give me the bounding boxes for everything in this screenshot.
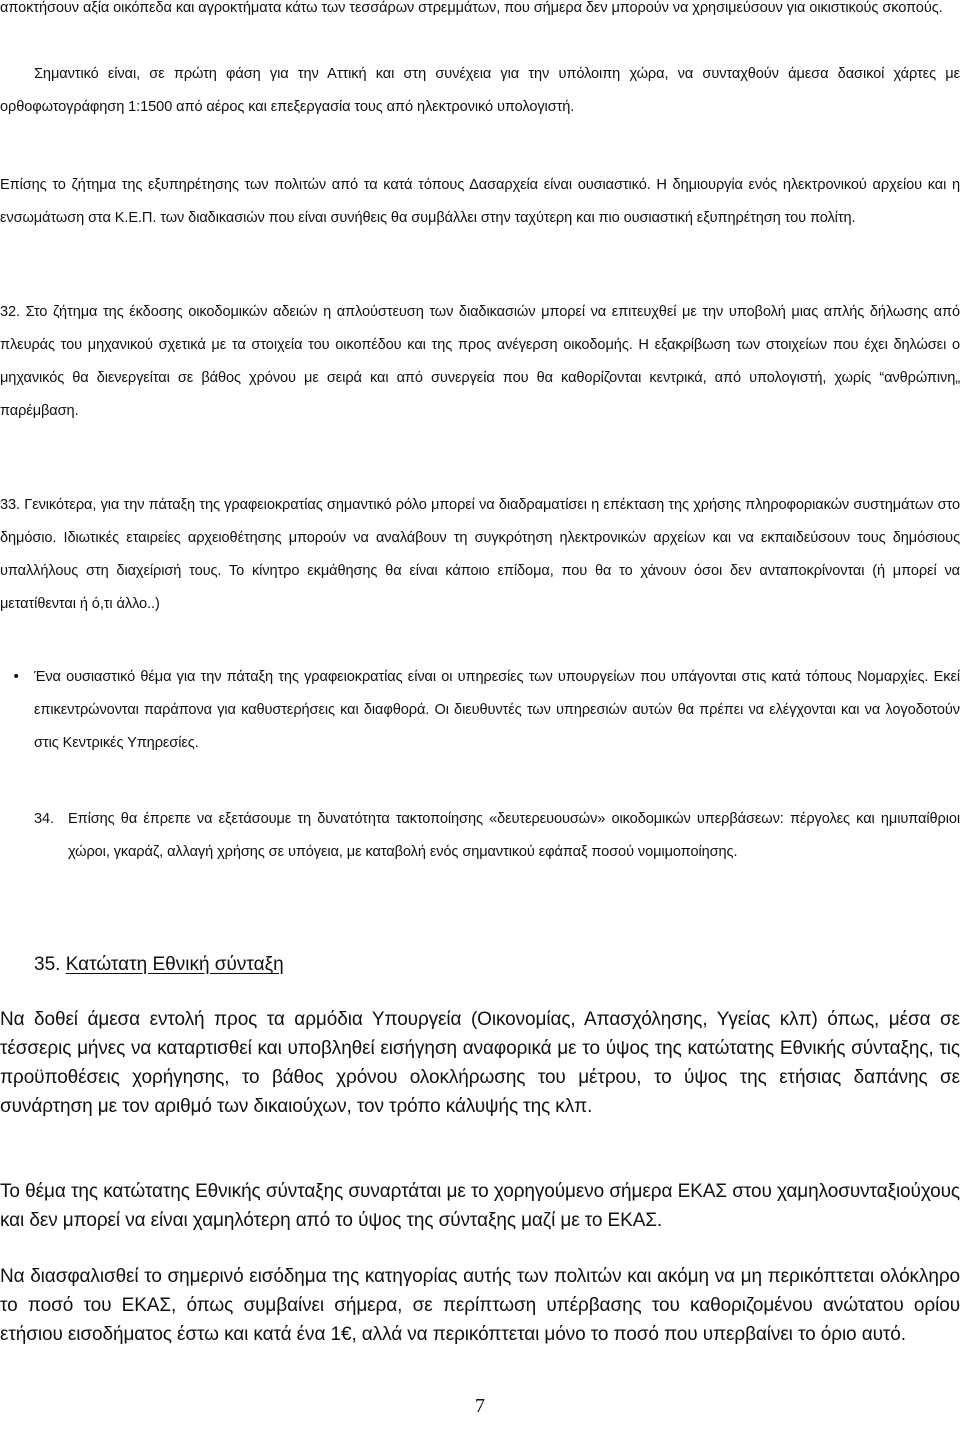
paragraph-forestry-service: Επίσης το ζήτημα της εξυπηρέτησης των πολιτών από τα κατά τόπους Δασαρχεία είναι ουσιαστικό. Η δημιουργία ενός ηλεκτρονικού αρχείου και η ενσωμάτωση στα Κ.Ε.Π. των διαδικασιών που είναι συνήθεις θα συμβάλλει στην ταχύτερη και πιο ουσιαστική εξυπηρέτηση του πολίτη.	[0, 177, 960, 226]
heading-35-title: Κατώτατη Εθνική σύνταξη	[65, 954, 284, 975]
section-heading-35	[34, 950, 284, 979]
numbered-item-34	[0, 803, 960, 869]
page-number: 7	[475, 1395, 485, 1417]
paragraph-35-minimum-pension: Να δοθεί άμεσα εντολή προς τα αρμόδια Υπουργεία (Οικονομίας, Απασχόλησης, Υγείας κλπ) όπως, μέσα σε τέσσερις μήνες να καταρτισθεί και υποβληθεί εισήγηση αναφορικά με το ύψος της κατώτατης Εθνικής σύνταξης, τις προϋποθέσεις χορήγησης, το βάθος χρόνου ολοκλήρωσης του μέτρου, το ύψος της ετήσιας δαπάνης σε συνάρτηση με τον αριθμό των δικαιούχων, τον τρόπο κάλυψής της κλπ.	[0, 1009, 960, 1117]
paragraph-forest-maps: Σημαντικό είναι, σε πρώτη φάση για την Αττική και στη συνέχεια για την υπόλοιπη χώρα, να συνταχθούν άμεσα δασικοί χάρτες με ορθοφωτογράφηση 1:1500 από αέρος και επεξεργασία τους από ηλεκτρονικό υπολογιστή.	[0, 66, 960, 115]
heading-35-number: 35.	[34, 954, 61, 975]
paragraph-35-ekas: Το θέμα της κατώτατης Εθνικής σύνταξης συναρτάται με το χορηγούμενο σήμερα ΕΚΑΣ στου χαμηλοσυνταξιούχους και δεν μπορεί να είναι χαμηλότερη από το ύψος της σύνταξης μαζί με το ΕΚΑΣ.	[0, 1181, 960, 1231]
paragraph-35-income-protection: Να διασφαλισθεί το σημερινό εισόδημα της κατηγορίας αυτής των πολιτών και ακόμη να μη περικόπτεται ολόκληρο το ποσό του ΕΚΑΣ, όπως συμβαίνει σήμερα, σε περίπτωση υπέρβασης του καθοριζομένου ανώτατου ορίου ετήσιου εισοδήματος έστω και κατά ένα 1€, αλλά να περικόπτεται μόνο το ποσό που υπερβαίνει το όριο αυτό.	[0, 1266, 960, 1345]
paragraph-33-information-systems: 33. Γενικότερα, για την πάταξη της γραφειοκρατίας σημαντικό ρόλο μπορεί να διαδραματίσει η επέκταση της χρήσης πληροφοριακών συστημάτων στο δημόσιο. Ιδιωτικές εταιρείες αρχειοθέτησης μπορούν να αναλάβουν τη συγκρότηση ηλεκτρονικών αρχείων και να εκπαιδεύσουν τους δημόσιους υπαλλήλους στη διαχείρισή τους. Το κίνητρο εκμάθησης θα είναι κάποιο επίδομα, που θα το χάνουν όσοι δεν ανταποκρίνονται (ή μπορεί να μετατίθενται ή ό,τι άλλο..)	[0, 497, 960, 612]
bullet-icon: •	[12, 669, 21, 685]
item-34-text: Επίσης θα έπρεπε να εξετάσουμε τη δυνατότητα τακτοποίησης «δευτερευουσών» οικοδομικών υπερβάσεων: πέργολες και ημιυπαίθριοι χώροι, γκαράζ, αλλαγή χρήσης σε υπόγεια, με καταβολή ενός σημαντικού εφάπαξ ποσού νομιμοποίησης.	[68, 811, 960, 860]
item-number-34: 34.	[34, 811, 54, 827]
bullet-text: Ένα ουσιαστικό θέμα για την πάταξη της γραφειοκρατίας είναι οι υπηρεσίες των υπουργείων που υπάγονται στις κατά τόπους Νομαρχίες. Εκεί επικεντρώνονται παράπονα για καθυστερήσεις και διαφθορά. Οι διευθυντές των υπηρεσιών αυτών θα πρέπει να ελέγχονται και να λογοδοτούν στις Κεντρικές Υπηρεσίες.	[34, 669, 960, 751]
paragraph-32-building-permits: 32. Στο ζήτημα της έκδοσης οικοδομικών αδειών η απλούστευση των διαδικασιών μπορεί να επιτευχθεί με την υποβολή μιας απλής δήλωσης από πλευράς του μηχανικού σχετικά με τα στοιχεία του οικοπέδου και της προς ανέγερση οικοδομής. Η εξακρίβωση των στοιχείων που έχει δηλώσει ο μηχανικός θα διενεργείται σε βάθος χρόνου με σειρά και από συνεργεία που θα καθορίζονται κεντρικά, από υπολογιστή, χωρίς “ανθρώπινη„ παρέμβαση.	[0, 304, 960, 419]
paragraph-continuation: αποκτήσουν αξία οικόπεδα και αγροκτήματα κάτω των τεσσάρων στρεμμάτων, που σήμερα δεν μπορούν να χρησιμεύσουν για οικιστικούς σκοπούς.	[0, 0, 943, 16]
bullet-item-prefectures	[0, 661, 960, 760]
